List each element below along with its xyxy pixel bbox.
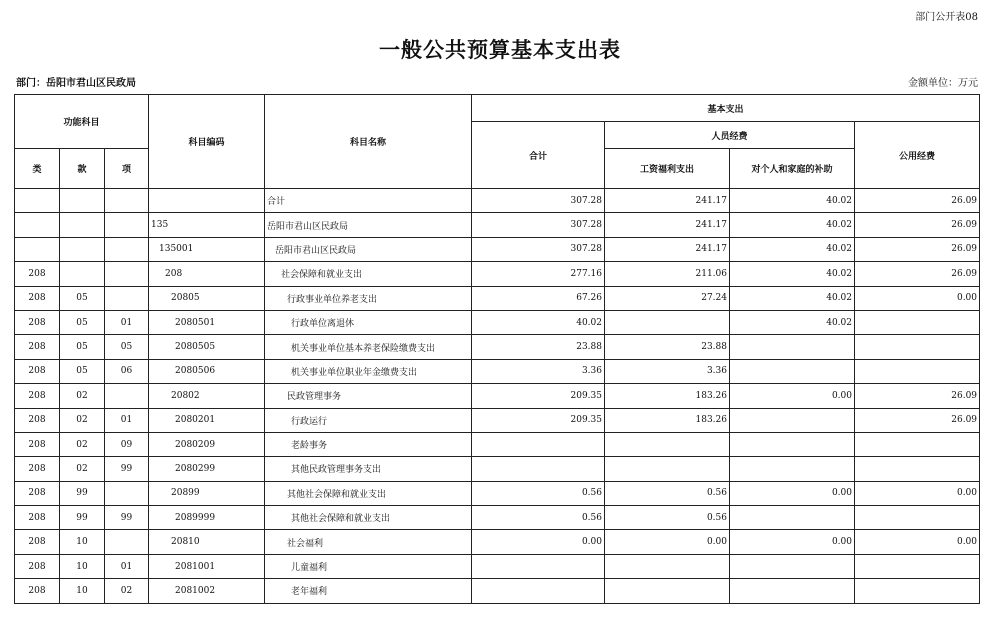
cell-public: 26.09 xyxy=(855,384,980,408)
cell-subsidy: 40.02 xyxy=(730,262,855,286)
cell-wages xyxy=(605,457,730,481)
table-row xyxy=(15,481,980,505)
cell-code: 2080501 xyxy=(149,310,265,334)
cell-xiang: 06 xyxy=(105,359,149,383)
cell-lei: 208 xyxy=(15,506,60,530)
cell-name: 行政单位离退休 xyxy=(265,310,472,334)
cell-public xyxy=(855,579,980,603)
cell-kuan xyxy=(60,262,105,286)
unit-label: 金额单位：万元 xyxy=(908,78,978,89)
cell-lei: 208 xyxy=(15,262,60,286)
header-total: 合计 xyxy=(472,122,605,189)
cell-wages: 241.17 xyxy=(605,237,730,261)
cell-wages: 0.56 xyxy=(605,506,730,530)
header-subsidy: 对个人和家庭的补助 xyxy=(730,149,855,189)
cell-subsidy: 0.00 xyxy=(730,384,855,408)
cell-lei: 208 xyxy=(15,530,60,554)
cell-code xyxy=(149,189,265,213)
table-row xyxy=(15,189,980,213)
cell-public xyxy=(855,310,980,334)
cell-wages: 183.26 xyxy=(605,408,730,432)
cell-public xyxy=(855,432,980,456)
cell-code: 2080201 xyxy=(149,408,265,432)
cell-kuan xyxy=(60,237,105,261)
cell-lei: 208 xyxy=(15,554,60,578)
header-func-subject: 功能科目 xyxy=(15,95,149,149)
cell-name: 其他社会保障和就业支出 xyxy=(265,481,472,505)
cell-wages: 241.17 xyxy=(605,189,730,213)
cell-wages: 27.24 xyxy=(605,286,730,310)
cell-wages: 211.06 xyxy=(605,262,730,286)
cell-xiang xyxy=(105,384,149,408)
cell-subsidy: 0.00 xyxy=(730,481,855,505)
cell-kuan: 99 xyxy=(60,506,105,530)
cell-xiang xyxy=(105,481,149,505)
cell-xiang: 01 xyxy=(105,310,149,334)
table-row xyxy=(15,530,980,554)
table-row xyxy=(15,335,980,359)
cell-name: 岳阳市君山区民政局 xyxy=(265,213,472,237)
cell-xiang xyxy=(105,530,149,554)
cell-wages xyxy=(605,554,730,578)
cell-name: 岳阳市君山区民政局 xyxy=(265,237,472,261)
cell-total: 277.16 xyxy=(472,262,605,286)
cell-kuan: 05 xyxy=(60,310,105,334)
cell-name: 行政事业单位养老支出 xyxy=(265,286,472,310)
cell-subsidy: 40.02 xyxy=(730,213,855,237)
cell-name: 其他民政管理事务支出 xyxy=(265,457,472,481)
table-row xyxy=(15,506,980,530)
cell-wages: 0.00 xyxy=(605,530,730,554)
cell-total: 307.28 xyxy=(472,213,605,237)
header-subject-code: 科目编码 xyxy=(149,95,265,189)
cell-total: 67.26 xyxy=(472,286,605,310)
cell-xiang: 99 xyxy=(105,457,149,481)
cell-subsidy xyxy=(730,554,855,578)
cell-wages xyxy=(605,579,730,603)
cell-subsidy xyxy=(730,506,855,530)
cell-subsidy xyxy=(730,432,855,456)
cell-name: 机关事业单位基本养老保险缴费支出 xyxy=(265,335,472,359)
cell-code: 20802 xyxy=(149,384,265,408)
cell-wages xyxy=(605,432,730,456)
department-label: 部门：岳阳市君山区民政局 xyxy=(16,78,136,89)
cell-code: 2081002 xyxy=(149,579,265,603)
cell-kuan: 05 xyxy=(60,359,105,383)
cell-total: 307.28 xyxy=(472,189,605,213)
cell-xiang: 02 xyxy=(105,579,149,603)
cell-subsidy: 40.02 xyxy=(730,237,855,261)
cell-public xyxy=(855,335,980,359)
budget-table xyxy=(14,94,980,604)
cell-kuan: 02 xyxy=(60,384,105,408)
cell-code: 135001 xyxy=(149,237,265,261)
cell-subsidy: 40.02 xyxy=(730,286,855,310)
header-personnel: 人员经费 xyxy=(605,122,855,149)
cell-wages: 23.88 xyxy=(605,335,730,359)
cell-subsidy xyxy=(730,408,855,432)
table-row xyxy=(15,359,980,383)
cell-lei: 208 xyxy=(15,384,60,408)
form-number: 部门公开表08 xyxy=(915,12,978,23)
cell-code: 20805 xyxy=(149,286,265,310)
cell-total: 0.56 xyxy=(472,506,605,530)
cell-public: 26.09 xyxy=(855,262,980,286)
cell-total: 40.02 xyxy=(472,310,605,334)
cell-kuan: 02 xyxy=(60,408,105,432)
cell-public: 0.00 xyxy=(855,481,980,505)
header-basic-expenditure: 基本支出 xyxy=(472,95,980,122)
cell-subsidy: 40.02 xyxy=(730,310,855,334)
cell-wages xyxy=(605,310,730,334)
cell-total: 0.56 xyxy=(472,481,605,505)
cell-lei: 208 xyxy=(15,359,60,383)
cell-total xyxy=(472,432,605,456)
cell-kuan: 05 xyxy=(60,286,105,310)
cell-subsidy xyxy=(730,359,855,383)
cell-kuan: 99 xyxy=(60,481,105,505)
cell-lei: 208 xyxy=(15,432,60,456)
cell-kuan: 02 xyxy=(60,457,105,481)
cell-code: 2080505 xyxy=(149,335,265,359)
cell-code: 2080209 xyxy=(149,432,265,456)
cell-lei: 208 xyxy=(15,408,60,432)
cell-name: 其他社会保障和就业支出 xyxy=(265,506,472,530)
header-wages: 工资福利支出 xyxy=(605,149,730,189)
table-row xyxy=(15,554,980,578)
cell-wages: 241.17 xyxy=(605,213,730,237)
header-xiang: 项 xyxy=(105,149,149,189)
cell-lei: 208 xyxy=(15,481,60,505)
cell-xiang xyxy=(105,262,149,286)
cell-public: 26.09 xyxy=(855,213,980,237)
table-row xyxy=(15,432,980,456)
table-row xyxy=(15,213,980,237)
cell-kuan: 05 xyxy=(60,335,105,359)
cell-name: 老年福利 xyxy=(265,579,472,603)
table-row xyxy=(15,408,980,432)
cell-public: 0.00 xyxy=(855,530,980,554)
cell-subsidy xyxy=(730,335,855,359)
cell-name: 民政管理事务 xyxy=(265,384,472,408)
table-row xyxy=(15,262,980,286)
cell-xiang: 05 xyxy=(105,335,149,359)
cell-lei: 208 xyxy=(15,310,60,334)
cell-kuan xyxy=(60,189,105,213)
cell-total: 209.35 xyxy=(472,408,605,432)
table-row xyxy=(15,310,980,334)
cell-code: 2089999 xyxy=(149,506,265,530)
cell-lei: 208 xyxy=(15,335,60,359)
cell-lei: 208 xyxy=(15,286,60,310)
cell-kuan: 10 xyxy=(60,579,105,603)
cell-code: 208 xyxy=(149,262,265,286)
cell-total xyxy=(472,457,605,481)
cell-code: 2080506 xyxy=(149,359,265,383)
table-row xyxy=(15,384,980,408)
cell-lei xyxy=(15,189,60,213)
cell-wages: 0.56 xyxy=(605,481,730,505)
cell-total: 0.00 xyxy=(472,530,605,554)
cell-total xyxy=(472,579,605,603)
table-row xyxy=(15,237,980,261)
cell-total xyxy=(472,554,605,578)
cell-xiang xyxy=(105,213,149,237)
table-row xyxy=(15,579,980,603)
cell-wages: 183.26 xyxy=(605,384,730,408)
cell-kuan: 10 xyxy=(60,554,105,578)
cell-public: 26.09 xyxy=(855,408,980,432)
cell-xiang: 99 xyxy=(105,506,149,530)
cell-total: 3.36 xyxy=(472,359,605,383)
cell-name: 行政运行 xyxy=(265,408,472,432)
cell-public xyxy=(855,506,980,530)
header-kuan: 款 xyxy=(60,149,105,189)
cell-name: 老龄事务 xyxy=(265,432,472,456)
cell-kuan xyxy=(60,213,105,237)
cell-lei: 208 xyxy=(15,579,60,603)
cell-name: 社会福利 xyxy=(265,530,472,554)
cell-code: 135 xyxy=(149,213,265,237)
cell-public xyxy=(855,554,980,578)
cell-subsidy xyxy=(730,579,855,603)
cell-xiang: 01 xyxy=(105,554,149,578)
cell-code: 2081001 xyxy=(149,554,265,578)
cell-public: 26.09 xyxy=(855,237,980,261)
cell-name: 儿童福利 xyxy=(265,554,472,578)
cell-name: 机关事业单位职业年金缴费支出 xyxy=(265,359,472,383)
cell-code: 2080299 xyxy=(149,457,265,481)
cell-kuan: 10 xyxy=(60,530,105,554)
cell-subsidy: 40.02 xyxy=(730,189,855,213)
cell-lei xyxy=(15,213,60,237)
cell-code: 20810 xyxy=(149,530,265,554)
cell-code: 20899 xyxy=(149,481,265,505)
cell-public xyxy=(855,359,980,383)
cell-lei: 208 xyxy=(15,457,60,481)
cell-public: 26.09 xyxy=(855,189,980,213)
cell-public: 0.00 xyxy=(855,286,980,310)
cell-subsidy: 0.00 xyxy=(730,530,855,554)
cell-total: 23.88 xyxy=(472,335,605,359)
header-public-expense: 公用经费 xyxy=(855,122,980,189)
cell-xiang xyxy=(105,237,149,261)
cell-kuan: 02 xyxy=(60,432,105,456)
table-row xyxy=(15,457,980,481)
cell-xiang xyxy=(105,189,149,213)
table-row xyxy=(15,286,980,310)
cell-xiang: 09 xyxy=(105,432,149,456)
cell-total: 209.35 xyxy=(472,384,605,408)
cell-lei xyxy=(15,237,60,261)
header-lei: 类 xyxy=(15,149,60,189)
page-title: 一般公共预算基本支出表 xyxy=(379,37,621,62)
cell-total: 307.28 xyxy=(472,237,605,261)
cell-xiang xyxy=(105,286,149,310)
cell-name: 合计 xyxy=(265,189,472,213)
cell-xiang: 01 xyxy=(105,408,149,432)
header-subject-name: 科目名称 xyxy=(265,95,472,189)
cell-wages: 3.36 xyxy=(605,359,730,383)
cell-name: 社会保障和就业支出 xyxy=(265,262,472,286)
cell-public xyxy=(855,457,980,481)
cell-subsidy xyxy=(730,457,855,481)
